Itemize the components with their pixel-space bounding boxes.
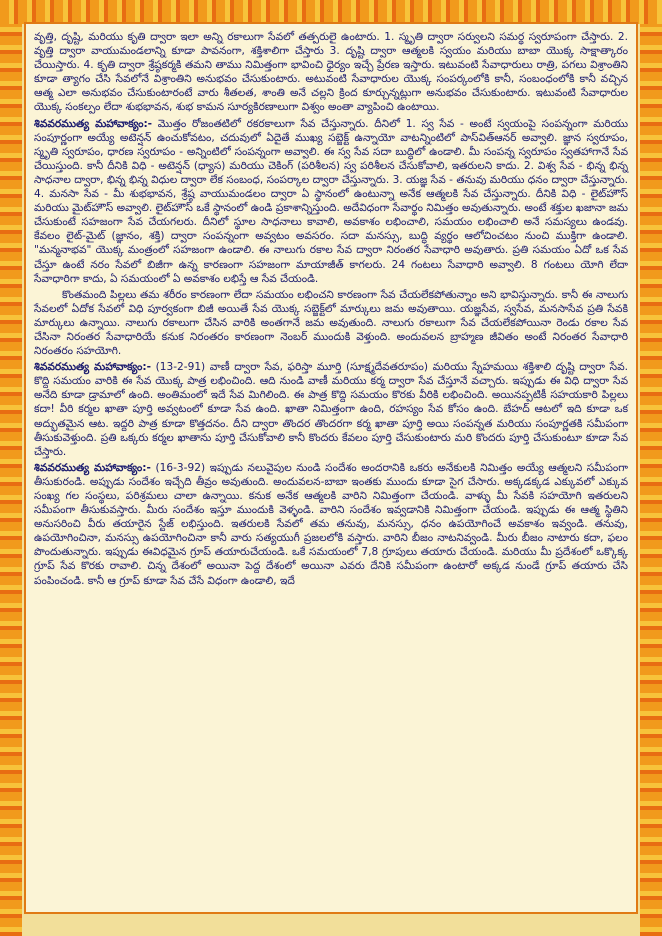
paragraph-1-text: వృత్తి, దృష్టి, మరియు కృతి ద్వారా ఇలా అన్ని రకాలుగా సేవలో తత్పరులై ఉంటారు. 1. స్మృతి ద్వారా సర్వులని సమర్థ స్వరూపంగా చేస్తారు. 2. వృత్తి ద్వారా వాయుమండలాన్ని కూడా పావనంగా, శక్తిశాలిగా చేస్తారు 3. దృష్టి ద్వారా ఆత్మలకి స్వయం మరియు బాబా యొక్క సాక్షాత్కారం చేయిస్తారు. 4. కృతి ద్వారా శ్రేష్ఠకర్మకి తమని తాము నిమిత్తంగా భావించి ధైర్యం ఇచ్చే ప్రేరణ ఇస్తారు. ఇటువంటి సేవాధారులు రాత్రి, పగలు విశ్రాంతిని కూడా త్యాగం చేసి సేవలోనే విశ్రాంతిని అనుభవం చేసుకుంటారు. అటువంటి సేవాధారుల యొక్క సంపర్కంలోకి కానీ, సంబంధంలోకి కానీ వచ్చిన ఆత్మ ఎలా అనుభవం చేసుకుంటారంటే వారు శీతలత, శాంతి అనే చల్లని క్రింద కూర్చున్నట్లుగా అనుభవం చేసుకుంటారు. ఇటువంటి సేవాధారుల యొక్క సంకల్పం లేదా శుభభావన, శుభ కామన సూర్యకిరణాలుగా విశ్వం అంతా వ్యాపించి ఉంటాయి.	[34, 31, 628, 114]
left-flame-border	[0, 0, 22, 936]
bottom-flame-border	[0, 0, 662, 24]
paragraph-3	[34, 288, 628, 358]
document-body	[24, 22, 638, 914]
paragraph-1	[34, 30, 628, 115]
paragraph-5	[34, 461, 628, 588]
paragraph-5-text: (16-3-92) ఇప్పుడు నలువైపుల నుండి సందేశం అందరానికి ఒకరు అనేకులకి నిమిత్తం అయ్యే ఆత్మలని సమీపంగా తీసుకురండి. అప్పుడు సందేశం ఇచ్చేది తీవ్రం అవుతుంది. అందువలన-బాబా ఇంతకు ముందు కూడా సైగ చేసారు. అక్కడక్కడ ఎక్కువలో ఎక్కువ సంఖ్య గల సంస్థలు, పరిశ్రమలు చాలా ఉన్నాయి. కనుక అనేక ఆత్మలకి వారిని నిమిత్తంగా చేయండి. వాళ్ళు మీ సేవకి సహయోగి ఇతరులని సమీపంగా తీసుకువస్తారు. మీరు సందేశం ఇస్తూ ముందుకి వెళ్ళండి. వారిని సందేశం ఇవ్వడానికి నిమిత్తంగా చేయండి. ఇప్పుడు ఈ ఆత్మ స్థితిని అనుసరించి వీరు తయారైన స్టేజ్ లభిస్తుంది. ఇతరులకి సేవలో తమ తనువు, మనస్సు, ధనం ఉపయోగించే అవకాశం ఇవ్వండి. తనువు, ఉపయోగించినా, మనస్సు ఉపయోగించినా కానీ వారు సత్యయుగీ ప్రజలలోకి వస్తారు. వారిని బీజం నాటనివ్వండి. మీరు బీజం నాటారు కదా, ఫలం పొందుతున్నారు. ఇప్పుడు ఈవిధమైన గ్రూప్ తయారుచేయండి. ఒకే సమయంలో 7,8 గ్రూపులు తయారు చేయండి. మరియు మీ ప్రదేశంలో ఒక్కొక్క గ్రూప్ సేవ కొరకు రావాలి. చిన్న దేశంలో అయినా పెద్ద దేశంలో అయినా ఎవరు దేనికి సమీపంగా ఉంటారో అక్కడ నుండే గ్రూప్ తయారు చేసి పంపించండి. కానీ ఆ గ్రూప్ కూడా సేవ చేసే విధంగా ఉండాలి, ఇదే	[34, 461, 629, 587]
paragraph-2-text: మొత్తం రోజంతటిలో రకరకాలుగా సేవ చేస్తున్నారు. దీనిలో 1. స్వ సేవ - అంటే స్వయంపై సంపన్నంగా మరియు సంపూర్ణంగా అయ్యే అటెన్షన్ ఉంచుకోవటం, చదువులో ఏదైతే ముఖ్య సబ్జెక్ట్ ఉన్నాయో వాటన్నింటిలో పాస్‌విత్‌ఆనర్ అవ్వాలి. జ్ఞాన స్వరూపం, స్మృతి స్వరూపం, ధారణ స్వరూపం - అన్నింటిలో సంపన్నంగా అవ్వాలి. ఈ స్వ సేవ సదా బుద్ధిలో ఉండాలి. మీ సంపన్న స్వరూపం స్వతహాగానే సేవ చేయిస్తుంది. కానీ దీనికి విధి - అటెన్షన్ (ధ్యాస) మరియు చెకింగ్ (పరిశీలన) స్వ పరిశీలన చేసుకోవాలి, ఇతరులని కాదు. 2. విశ్వ సేవ - భిన్న భిన్న సాధనాల ద్వారా, భిన్న భిన్న విధుల ద్వారా లేక సంబంధ, సంపర్కాల ద్వారా చేస్తున్నారు. 3. యజ్ఞ సేవ - తనువు మరియు ధనం ద్వారా చేస్తున్నారు. 4. మనసా సేవ - మీ శుభభావన, శ్రేష్ఠ వాయుమండలం ద్వారా ఏ స్థానంలో ఉంటున్నా అనేక ఆత్మలకి సేవ చేస్తున్నారు. దీనికి విధి - లైట్‌హౌస్ మరియు మైట్‌హౌస్ అవ్వాలి. లైట్‌హౌస్ ఒకే స్థానంలో ఉండి ప్రకాశాన్నిస్తుంది. అదేవిధంగా సేవార్థం నిమిత్తం అవుతున్నారు. అంటే శక్తుల ఖజానా జమ చేసుకుంటే సహజంగా సేవ చేయగలరు. దీనిలో స్థూల సాధనాలు కావాలి, అవకాశం లభించాలి, సమయం లభించాలి అనే సమస్యలు ఉండవు. కేవలం లైట్-మైట్ (జ్ఞానం, శక్తి) ద్వారా సంపన్నంగా అవ్వటం అవసరం. సదా మనస్సు, బుద్ధి వ్యర్థం ఆలోచించటం నుంచి ముక్తిగా ఉండాలి. "మన్మనాభవ" యొక్క మంత్రంలో సహజంగా ఉండాలి. ఈ నాలుగు రకాల సేవ ద్వారా నిరంతర సేవాధారి అవుతారు. ప్రతి సమయం ఏదో ఒక సేవ చేస్తూ ఉంటే నరం సేవలో బిజీగా ఉన్న కారణంగా సహజంగా మాయాజీత్ కాగలరు. 24 గంటలు సేవాధారి అవ్వాలి. 8 గంటలు యోగి లేదా సేవాధారిగా కాదు, ఏ సమయంలో ఏ అవకాశం లభిస్తే ఆ సేవ చేయండి.	[34, 117, 629, 285]
paragraph-5-heading: శివవరముత్య మహావాక్యం:-	[34, 461, 151, 474]
paragraph-2	[34, 117, 628, 286]
paragraph-3-text: కొంతమంది పిల్లలు తమ శరీరం కారణంగా లేదా సమయం లభించని కారణంగా సేవ చేయలేకపోతున్నాం అని భావిస్తున్నారు. కానీ ఈ నాలుగు సేవలలో ఏదోక సేవలో విధి పూర్వకంగా బిజీ అయితే సేవ యొక్క సబ్జెక్ట్‌లో మార్కులు జమ అవుతాయి. యజ్ఞసేవ, స్వసేవ, మనసాసేవ ప్రతి సేవకి మార్కులు ఉన్నాయి. నాలుగు రకాలుగా చేసిన వారికి అంతగానే జమ అవుతుంది. నాలుగు రకాలుగా సేవ చేయలేకపోయినా రెండు రకాల సేవ చేసినా నిరంతర సేవాధారియే కనుక నిరంతరం కారణంగా నెంబర్ ముందుకి వెళ్తుంది. అందువలన బ్రాహ్మణ జీవితం అంటే నిరంతర సేవాధారి నిరంతరం సహయోగి.	[34, 288, 628, 358]
paragraph-4-heading: శివవరముత్య మహావాక్యం:-	[34, 361, 151, 374]
right-flame-border	[640, 0, 662, 936]
paragraph-4-text: (13-2-91) వాణీ ద్వారా సేవ, ఫరిస్తా మూర్తి (సూక్ష్మదేవతరూపం) మరియు స్నేహమయి శక్తిశాలి దృష్టి ద్వారా సేవ. కొద్ది సమయం వారికి ఈ సేవ యొక్క పాత్ర లభించింది. ఆది నుండి వాణీ మరియు కర్మ ద్వారా సేవ చేస్తూనే వచ్చారు. ఇప్పుడు ఈ విధి ద్వారా సేవ అనేది కూడా డ్రామాలో ఉంది. అంతిమంలో ఇదే సేవ మిగిలింది. ఈ పాత్ర కొద్ది సమయం కొరకు వీరికి లభించింది. అయినప్పటికీ సహయకారి పిల్లలు కదా! వీరి కర్మల ఖాతా పూర్తి అవ్వటంలో కూడా సేవ ఉంది. ఖాతా నిమిత్తంగా ఉంది, రహస్యం సేవ కోసం ఉంది. బేహద్ ఆటలో ఇది కూడా ఒక అద్భుతమైన ఆట. ఇద్దరి పాత్ర కూడా కొత్తదనం. దీని ద్వారా తొందర తొందరగా కర్మ ఖాతా పూర్తి అయి సంపన్నత మరియు సంపూర్ణతకి సమీపంగా తీసుకువెళ్తుంది. ప్రతి ఒక్కరు కర్మల ఖాతాను పూర్తి చేసుకోవాలి కానీ కొందరు కేవలం పూర్తి చేసుకుంటారు మరి కొందరు పూర్తి చేసుకుంటూ కూడా సేవ చేస్తారు.	[34, 361, 629, 458]
paragraph-2-heading: శివవరముత్య మహావాక్యం:-	[34, 117, 153, 130]
paragraph-4	[34, 360, 628, 459]
